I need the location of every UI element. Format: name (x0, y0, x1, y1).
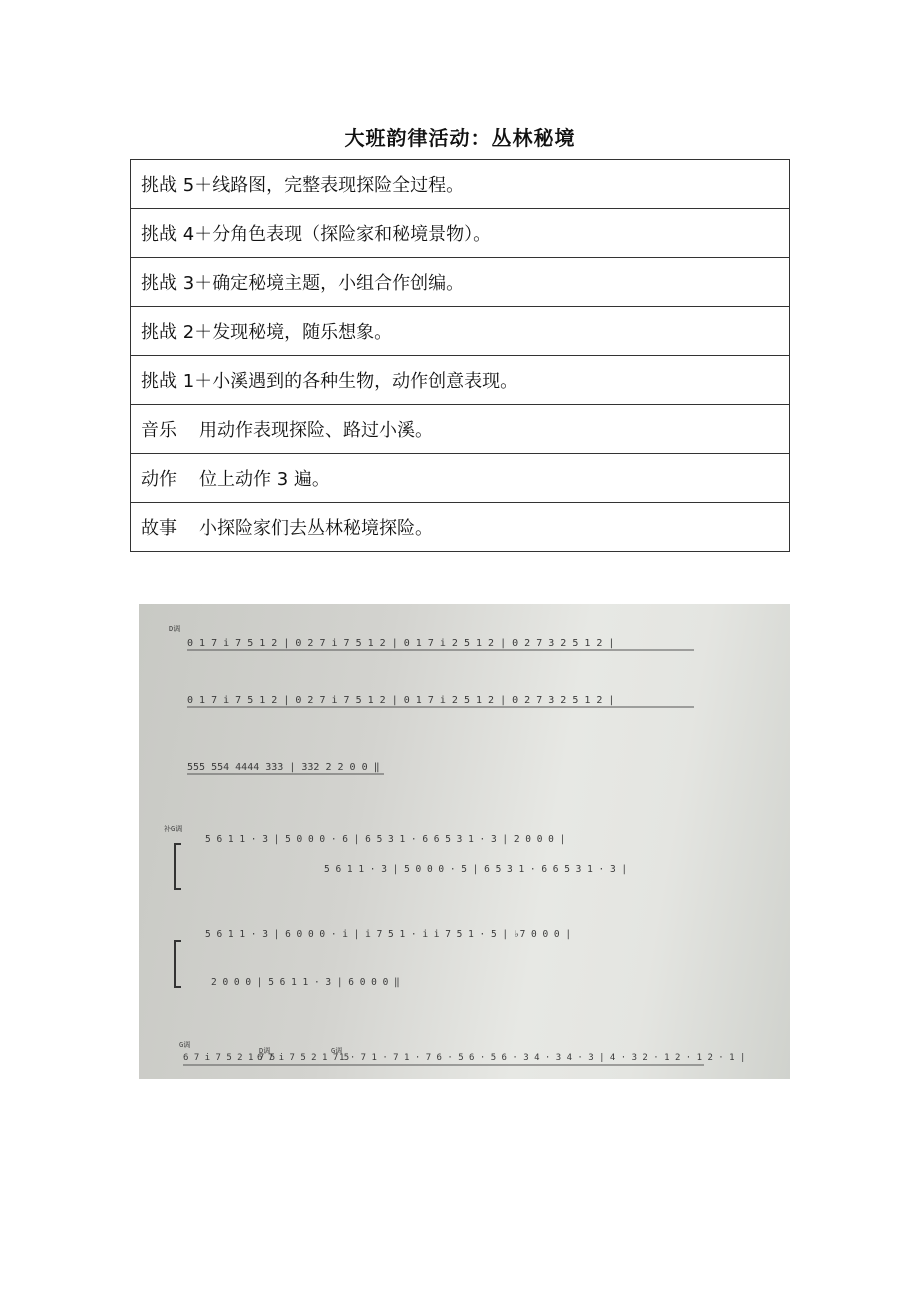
table-row (131, 405, 790, 454)
row-text: 小探险家们去丛林秘境探险。 (199, 518, 433, 539)
numbered-score (139, 604, 790, 1079)
table-row (131, 160, 790, 209)
key-label-g: G调 (331, 1047, 343, 1055)
row-text: 用动作表现探险、路过小溪。 (199, 420, 433, 441)
score-line: 6 7 i 7 5 2 1 7 5 (257, 1053, 350, 1063)
table-row (131, 307, 790, 356)
table-row (131, 356, 790, 405)
table-row (131, 258, 790, 307)
row-text: 分角色表现（探险家和秘境景物）。 (212, 224, 492, 245)
score-line: 0 1 7 i 7 5 1 2 | 0 2 7 i 7 5 1 2 | 0 1 7 i 2 5 1 2 | 0 2 7 3 2 5 1 2 | (187, 695, 615, 706)
row-label: 故事 (141, 518, 177, 539)
row-text: 线路图，完整表现探险全过程。 (212, 175, 465, 196)
score-line: 1 · 7 1 · 7 1 · 7 6 · 5 6 · 5 6 · 3 4 · 3 4 · 3 | 4 · 3 2 · 1 2 · 1 2 · 1 | (339, 1053, 746, 1063)
row-label: 动作 (141, 469, 177, 490)
score-line: 555 554 4444 333 | 332 2 2 0 0 ‖ (187, 762, 380, 773)
row-label: 挑战 3＋ (141, 273, 213, 294)
row-label: 挑战 1＋ (141, 371, 213, 392)
key-label-d: D调 (259, 1047, 271, 1055)
score-photo (139, 604, 790, 1079)
row-label: 挑战 5＋ (141, 175, 213, 196)
row-text: 小溪遇到的各种生物，动作创意表现。 (212, 371, 519, 392)
key-label-d: D调 (169, 625, 181, 633)
table-row (131, 209, 790, 258)
row-text: 确定秘境主题，小组合作创编。 (212, 273, 465, 294)
row-text: 位上动作 3 遍。 (199, 469, 330, 490)
score-line: 0 1 7 i 7 5 1 2 | 0 2 7 i 7 5 1 2 | 0 1 7 i 2 5 1 2 | 0 2 7 3 2 5 1 2 | (187, 638, 615, 649)
activity-table (130, 159, 790, 552)
table-row (131, 503, 790, 552)
page-title: 大班韵律活动：丛林秘境 (344, 126, 576, 150)
brace-bracket (175, 941, 181, 987)
table-row (131, 454, 790, 503)
score-line: 5 6 1 1 · 3 | 5 0 0 0 · 5 | 6 5 3 1 · 6 6 5 3 1 · 3 | (324, 864, 628, 875)
key-label-g: G调 (179, 1041, 191, 1049)
row-text: 发现秘境，随乐想象。 (212, 322, 393, 343)
score-line: 5 6 1 1 · 3 | 5 0 0 0 · 6 | 6 5 3 1 · 6 6 5 3 1 · 3 | 2 0 0 0 | (205, 834, 566, 845)
score-line: 5 6 1 1 · 3 | 6 0 0 0 · i | i 7 5 1 · i i 7 5 1 · 5 | ♭7 0 0 0 | (205, 929, 572, 940)
row-label: 挑战 4＋ (141, 224, 213, 245)
score-line: 2 0 0 0 | 5 6 1 1 · 3 | 6 0 0 0 ‖ (211, 977, 400, 988)
brace-bracket (175, 844, 181, 889)
row-label: 挑战 2＋ (141, 322, 213, 343)
row-label: 音乐 (141, 420, 177, 441)
score-line: 6 7 i 7 5 2 1 7 5 (183, 1053, 276, 1063)
key-label-b: 补G调 (164, 825, 183, 833)
